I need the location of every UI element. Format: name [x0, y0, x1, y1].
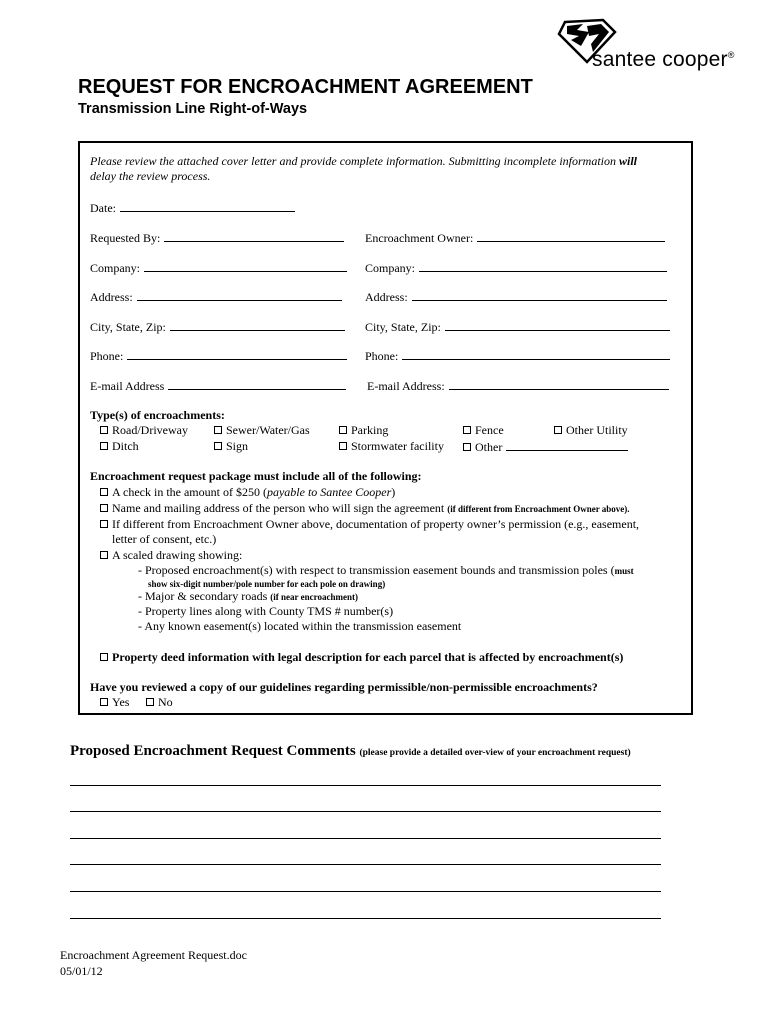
encroachment-owner-field[interactable]: Encroachment Owner:: [365, 230, 665, 245]
checkbox[interactable]: [100, 504, 108, 512]
checkbox[interactable]: [100, 488, 108, 496]
package-name-item[interactable]: Name and mailing address of the person who will sign the agreement (if different from Encroachment Owner above).: [100, 501, 630, 516]
requested-by-field[interactable]: Requested By:: [90, 230, 344, 245]
city-field-left[interactable]: City, State, Zip:: [90, 319, 345, 334]
package-permission-item-cont: letter of consent, etc.): [112, 532, 217, 546]
package-drawing-item[interactable]: A scaled drawing showing:: [100, 548, 242, 562]
page-title: REQUEST FOR ENCROACHMENT AGREEMENT: [78, 76, 533, 98]
footer-doc-name: Encroachment Agreement Request.doc: [60, 948, 247, 962]
intro-line-1: Please review the attached cover letter and provide complete information. Submitting incomplete information will: [90, 154, 638, 168]
guidelines-yes[interactable]: Yes: [100, 695, 129, 709]
package-permission-item[interactable]: If different from Encroachment Owner above, documentation of property owner’s permission (e.g., easement,: [100, 517, 639, 531]
intro-line-2: delay the review process.: [90, 169, 211, 183]
phone-field-right[interactable]: Phone:: [365, 348, 670, 363]
comment-line-1[interactable]: [70, 785, 661, 786]
drawing-sub-2: - Major & secondary roads (if near encroachment): [138, 589, 358, 603]
email-field-right[interactable]: E-mail Address:: [367, 378, 669, 393]
type-sign[interactable]: Sign: [214, 439, 248, 453]
address-field-right[interactable]: Address:: [365, 289, 667, 304]
comment-line-5[interactable]: [70, 891, 661, 892]
company-field-left[interactable]: Company:: [90, 260, 347, 275]
checkbox[interactable]: [214, 442, 222, 450]
type-parking[interactable]: Parking: [339, 423, 388, 437]
checkbox[interactable]: [554, 426, 562, 434]
checkbox[interactable]: [339, 426, 347, 434]
guidelines-question: Have you reviewed a copy of our guidelines regarding permissible/non-permissible encroachments?: [90, 680, 598, 694]
email-field-left[interactable]: E-mail Address: [90, 378, 346, 393]
comment-line-3[interactable]: [70, 838, 661, 839]
comment-line-6[interactable]: [70, 918, 661, 919]
type-stormwater-facility[interactable]: Stormwater facility: [339, 439, 444, 453]
drawing-sub-3: - Property lines along with County TMS # number(s): [138, 604, 394, 618]
types-heading: Type(s) of encroachments:: [90, 408, 225, 422]
package-deed-item[interactable]: Property deed information with legal description for each parcel that is affected by encroachment(s): [100, 650, 623, 664]
type-other[interactable]: Other: [463, 439, 628, 454]
checkbox[interactable]: [463, 443, 471, 451]
phone-field-left[interactable]: Phone:: [90, 348, 347, 363]
checkbox[interactable]: [100, 520, 108, 528]
checkbox[interactable]: [100, 698, 108, 706]
package-heading: Encroachment request package must include all of the following:: [90, 469, 422, 483]
type-fence[interactable]: Fence: [463, 423, 504, 437]
address-field-left[interactable]: Address:: [90, 289, 342, 304]
drawing-sub-1: - Proposed encroachment(s) with respect to transmission easement bounds and transmission poles (must: [138, 563, 634, 577]
checkbox[interactable]: [100, 442, 108, 450]
checkbox[interactable]: [339, 442, 347, 450]
guidelines-no[interactable]: No: [146, 695, 173, 709]
drawing-sub-4: - Any known easement(s) located within the transmission easement: [138, 619, 462, 633]
comments-heading: Proposed Encroachment Request Comments (please provide a detailed over-view of your encroachment request): [70, 743, 631, 759]
date-field[interactable]: Date:: [90, 200, 295, 215]
package-check-item[interactable]: A check in the amount of $250 (payable to Santee Cooper): [100, 485, 395, 499]
request-form-box: [78, 141, 693, 715]
checkbox[interactable]: [146, 698, 154, 706]
comment-line-4[interactable]: [70, 864, 661, 865]
checkbox[interactable]: [214, 426, 222, 434]
type-other-utility[interactable]: Other Utility: [554, 423, 628, 437]
brand-name: santee cooper®: [592, 48, 735, 71]
checkbox[interactable]: [100, 653, 108, 661]
checkbox[interactable]: [463, 426, 471, 434]
footer-date: 05/01/12: [60, 964, 103, 978]
type-ditch[interactable]: Ditch: [100, 439, 139, 453]
comment-line-2[interactable]: [70, 811, 661, 812]
city-field-right[interactable]: City, State, Zip:: [365, 319, 670, 334]
checkbox[interactable]: [100, 426, 108, 434]
drawing-sub-1-note: show six-digit number/pole number for each pole on drawing): [148, 579, 386, 589]
checkbox[interactable]: [100, 551, 108, 559]
page-subtitle: Transmission Line Right-of-Ways: [78, 101, 308, 117]
type-road-driveway[interactable]: Road/Driveway: [100, 423, 188, 437]
type-sewer-water-gas[interactable]: Sewer/Water/Gas: [214, 423, 310, 437]
company-field-right[interactable]: Company:: [365, 260, 667, 275]
